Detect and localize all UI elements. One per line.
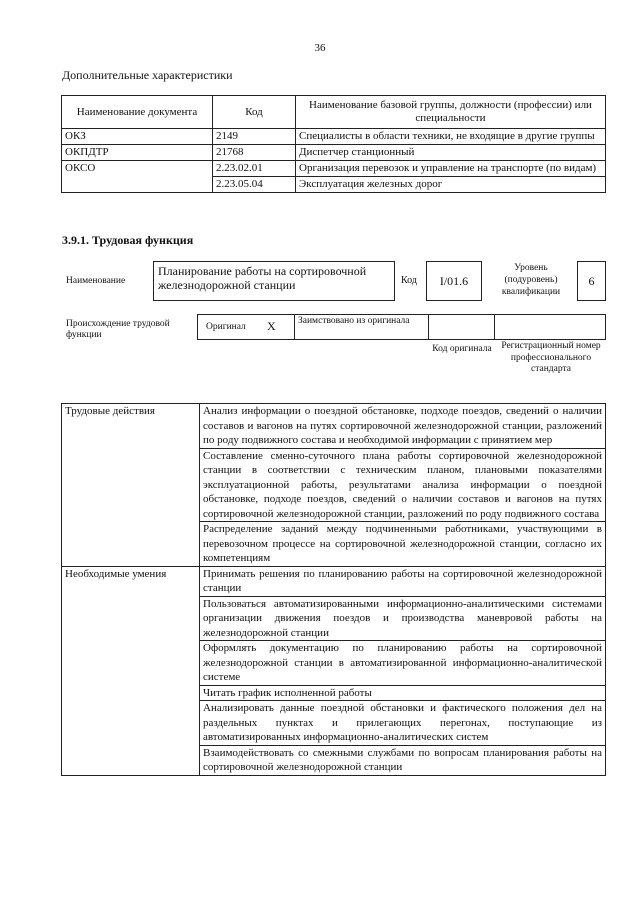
doc-cell xyxy=(62,177,213,193)
list-item: Составление сменно-суточного плана работы сортировочной железнодорожной станции в соответствии с техническим планом, плановыми показателями эксплуатационной работы, результатами анализа информации о поездной обстановке, подходе поездов, сведений о наличии составов и вагонов на путях сортировочной железнодорожной станции, разложений по роду подвижного состава xyxy=(200,448,606,522)
doc-cell: ОКЗ xyxy=(62,129,213,145)
borrowed-label: Заимствовано из оригинала xyxy=(295,315,429,339)
additional-heading: Дополнительные характеристики xyxy=(62,68,233,82)
list-item: Анализ информации о поездной обстановке, подходе поездов, сведений о наличии составов и вагонов на путях сортировочной железнодорожной станции, разложений по роду подвижного состава и необходимой информации с принятием мер xyxy=(200,404,606,449)
empty-cell xyxy=(62,685,200,701)
table-row xyxy=(62,129,606,145)
doc-cell: ОКСО xyxy=(62,161,213,177)
page-number: 36 xyxy=(314,42,326,54)
original-mark: X xyxy=(267,319,276,333)
table-row xyxy=(62,701,606,746)
table-row xyxy=(62,404,606,449)
empty-cell xyxy=(62,448,200,522)
qualification-level-label: Уровень (подуровень) квалификации xyxy=(501,263,561,297)
name-cell: Специалисты в области техники, не входящие в другие группы xyxy=(296,129,606,145)
empty-cell xyxy=(62,596,200,641)
name-cell: Диспетчер станционный xyxy=(296,145,606,161)
header-code: Код xyxy=(213,96,296,129)
empty-cell xyxy=(62,745,200,775)
registration-number-caption: Регистрационный номер профессионального стандарта xyxy=(501,341,601,374)
empty-cell xyxy=(62,522,200,567)
code-cell: 2149 xyxy=(213,129,296,145)
header-document: Наименование документа xyxy=(62,96,213,129)
list-item: Читать график исполненной работы xyxy=(200,685,606,701)
table-row xyxy=(62,145,606,161)
code-cell: 2.23.02.01 xyxy=(213,161,296,177)
list-item: Оформлять документацию по планированию работы на сортировочной железнодорожной станции в автоматизированной информационно-аналитической системе xyxy=(200,641,606,686)
code-cell: 2.23.05.04 xyxy=(213,177,296,193)
qualification-level-value: 6 xyxy=(577,261,606,301)
empty-cell xyxy=(62,701,200,746)
registration-number-cell xyxy=(495,315,605,339)
table-row xyxy=(62,566,606,596)
table-row xyxy=(62,161,606,177)
code-cell: 21768 xyxy=(213,145,296,161)
header-group: Наименование базовой группы, должности (профессии) или специальности xyxy=(296,96,606,129)
section-title: 3.9.1. Трудовая функция xyxy=(62,233,194,247)
origin-label: Происхождение трудовой функции xyxy=(66,319,170,340)
doc-cell: ОКПДТР xyxy=(62,145,213,161)
name-cell: Организация перевозок и управление на транспорте (по видам) xyxy=(296,161,606,177)
list-item: Распределение заданий между подчиненными работниками, участвующими в перевозочном процессе на сортировочной железнодорожной станции, согласно их компетенциям xyxy=(200,522,606,567)
function-code-label: Код xyxy=(401,275,417,286)
function-name-value: Планирование работы на сортировочной железнодорожной станции xyxy=(153,261,395,301)
name-cell: Эксплуатация железных дорог xyxy=(296,177,606,193)
table-row xyxy=(62,641,606,686)
table-row xyxy=(62,522,606,567)
function-name-label: Наименование xyxy=(66,276,126,286)
table-row xyxy=(62,448,606,522)
table-row xyxy=(62,596,606,641)
table-row xyxy=(62,177,606,193)
table-row xyxy=(62,745,606,775)
function-code-value: I/01.6 xyxy=(426,261,482,301)
actions-label: Трудовые действия xyxy=(62,404,200,449)
table-row xyxy=(62,685,606,701)
empty-cell xyxy=(62,641,200,686)
list-item: Взаимодействовать со смежными службами по вопросам планирования работы на сортировочной железнодорожной станции xyxy=(200,745,606,775)
skills-label: Необходимые умения xyxy=(62,566,200,596)
origin-table xyxy=(197,314,606,340)
additional-characteristics-table xyxy=(61,95,606,193)
list-item: Принимать решения по планированию работы на сортировочной железнодорожной станции xyxy=(200,566,606,596)
origin-code-caption: Код оригинала xyxy=(432,344,492,354)
list-item: Пользоваться автоматизированными информационно-аналитическими системами организации движения поездов и производства маневровой работы на железнодорожной станции xyxy=(200,596,606,641)
table-header-row xyxy=(62,96,606,129)
labor-function-table xyxy=(61,403,606,776)
original-label: Оригинал xyxy=(206,322,246,332)
list-item: Анализировать данные поездной обстановки и фактического положения дел на раздельных пунктах и прилегающих перегонах, поступающие из автоматизированных информационно-аналитических систем xyxy=(200,701,606,746)
original-cell xyxy=(198,315,295,339)
origin-code-cell xyxy=(429,315,495,339)
